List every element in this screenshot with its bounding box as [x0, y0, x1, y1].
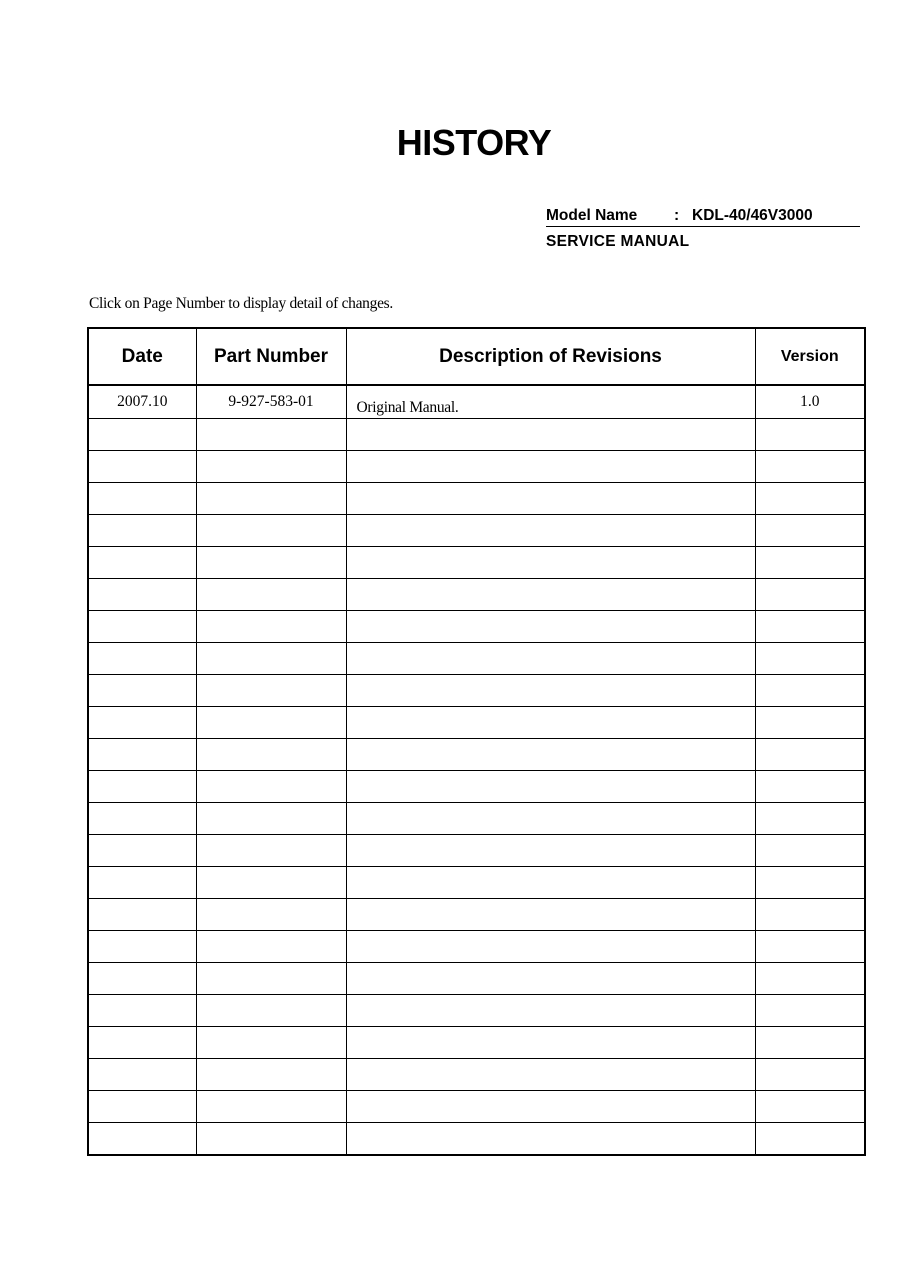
cell-part-number [196, 579, 346, 611]
model-name-separator: : [674, 207, 680, 224]
cell-description [346, 547, 755, 579]
header-row [88, 328, 865, 385]
cell-date [88, 611, 196, 643]
cell-version [755, 1027, 865, 1059]
cell-part-number [196, 675, 346, 707]
cell-date [88, 771, 196, 803]
cell-version [755, 899, 865, 931]
cell-version [755, 643, 865, 675]
cell-part-number [196, 451, 346, 483]
cell-description [346, 515, 755, 547]
cell-part-number [196, 643, 346, 675]
cell-version [755, 995, 865, 1027]
cell-part-number [196, 963, 346, 995]
cell-version [755, 579, 865, 611]
cell-part-number [196, 739, 346, 771]
cell-version [755, 963, 865, 995]
cell-version [755, 867, 865, 899]
cell-version [755, 803, 865, 835]
cell-description [346, 1091, 755, 1123]
cell-part-number [196, 483, 346, 515]
cell-part-number [196, 419, 346, 451]
cell-part-number [196, 1059, 346, 1091]
instruction-text: Click on Page Number to display detail of changes. [89, 295, 393, 312]
cell-description [346, 643, 755, 675]
cell-date [88, 483, 196, 515]
table-row-empty [88, 675, 865, 707]
cell-version [755, 771, 865, 803]
history-table [87, 327, 866, 1156]
cell-version [755, 547, 865, 579]
table-row-empty [88, 1027, 865, 1059]
table-row-empty [88, 515, 865, 547]
cell-version [755, 1091, 865, 1123]
header-date: Date [88, 328, 196, 385]
cell-date [88, 931, 196, 963]
cell-description [346, 1027, 755, 1059]
cell-description [346, 483, 755, 515]
model-name-label: Model Name [546, 207, 638, 224]
table-row-empty [88, 1123, 865, 1156]
page-title: HISTORY [396, 122, 552, 163]
cell-date [88, 451, 196, 483]
cell-version [755, 835, 865, 867]
cell-date [88, 419, 196, 451]
cell-version [755, 515, 865, 547]
cell-description [346, 963, 755, 995]
cell-part-number [196, 1027, 346, 1059]
cell-version: 1.0 [755, 385, 865, 419]
table-row-empty [88, 867, 865, 899]
cell-part-number [196, 707, 346, 739]
model-name-line [546, 206, 860, 227]
cell-description [346, 835, 755, 867]
cell-date [88, 835, 196, 867]
model-block [546, 206, 860, 254]
table-row-empty [88, 803, 865, 835]
cell-description [346, 675, 755, 707]
cell-date [88, 739, 196, 771]
table-row-empty [88, 899, 865, 931]
service-manual-label: SERVICE MANUAL [546, 233, 690, 250]
cell-part-number [196, 515, 346, 547]
cell-description [346, 611, 755, 643]
cell-date [88, 547, 196, 579]
table-row-empty [88, 579, 865, 611]
model-name-value: KDL-40/46V3000 [692, 207, 813, 224]
cell-part-number [196, 1091, 346, 1123]
table-row-empty [88, 707, 865, 739]
cell-part-number [196, 1123, 346, 1156]
cell-date [88, 1123, 196, 1156]
table-row-empty [88, 963, 865, 995]
cell-description [346, 995, 755, 1027]
cell-version [755, 1059, 865, 1091]
cell-part-number [196, 899, 346, 931]
table-row-empty [88, 931, 865, 963]
cell-version [755, 739, 865, 771]
cell-description [346, 803, 755, 835]
table-row-empty [88, 547, 865, 579]
cell-description [346, 739, 755, 771]
cell-description [346, 899, 755, 931]
cell-version [755, 931, 865, 963]
cell-description [346, 419, 755, 451]
cell-date [88, 1059, 196, 1091]
cell-date [88, 803, 196, 835]
table-row-empty [88, 771, 865, 803]
cell-part-number [196, 771, 346, 803]
cell-description [346, 451, 755, 483]
header-version: Version [755, 328, 865, 385]
table-row-empty [88, 451, 865, 483]
cell-version [755, 483, 865, 515]
cell-description [346, 1123, 755, 1156]
table-row-empty [88, 995, 865, 1027]
cell-version [755, 1123, 865, 1156]
cell-part-number[interactable]: 9-927-583-01 [196, 385, 346, 419]
cell-date [88, 579, 196, 611]
cell-part-number [196, 611, 346, 643]
cell-date [88, 867, 196, 899]
table-row-empty [88, 643, 865, 675]
cell-part-number [196, 995, 346, 1027]
cell-date [88, 1027, 196, 1059]
header-part-number: Part Number [196, 328, 346, 385]
table-row-empty [88, 1059, 865, 1091]
table-row-empty [88, 835, 865, 867]
cell-date [88, 707, 196, 739]
cell-description [346, 579, 755, 611]
table-row-empty [88, 739, 865, 771]
cell-date [88, 643, 196, 675]
cell-description [346, 707, 755, 739]
cell-version [755, 611, 865, 643]
cell-description [346, 1059, 755, 1091]
cell-description [346, 771, 755, 803]
cell-description [346, 931, 755, 963]
cell-date [88, 675, 196, 707]
cell-version [755, 419, 865, 451]
cell-part-number [196, 931, 346, 963]
cell-part-number [196, 867, 346, 899]
cell-date [88, 963, 196, 995]
cell-version [755, 451, 865, 483]
cell-date [88, 995, 196, 1027]
cell-description [346, 867, 755, 899]
table-row-empty [88, 419, 865, 451]
table-row-empty [88, 611, 865, 643]
cell-date: 2007.10 [88, 385, 196, 419]
cell-date [88, 1091, 196, 1123]
cell-version [755, 707, 865, 739]
cell-part-number [196, 803, 346, 835]
table-row-empty [88, 483, 865, 515]
cell-date [88, 515, 196, 547]
cell-date [88, 899, 196, 931]
cell-part-number [196, 835, 346, 867]
cell-description: Original Manual. [346, 385, 755, 419]
table-row [88, 385, 865, 419]
table-row-empty [88, 1091, 865, 1123]
cell-version [755, 675, 865, 707]
cell-part-number [196, 547, 346, 579]
header-description: Description of Revisions [346, 328, 755, 385]
